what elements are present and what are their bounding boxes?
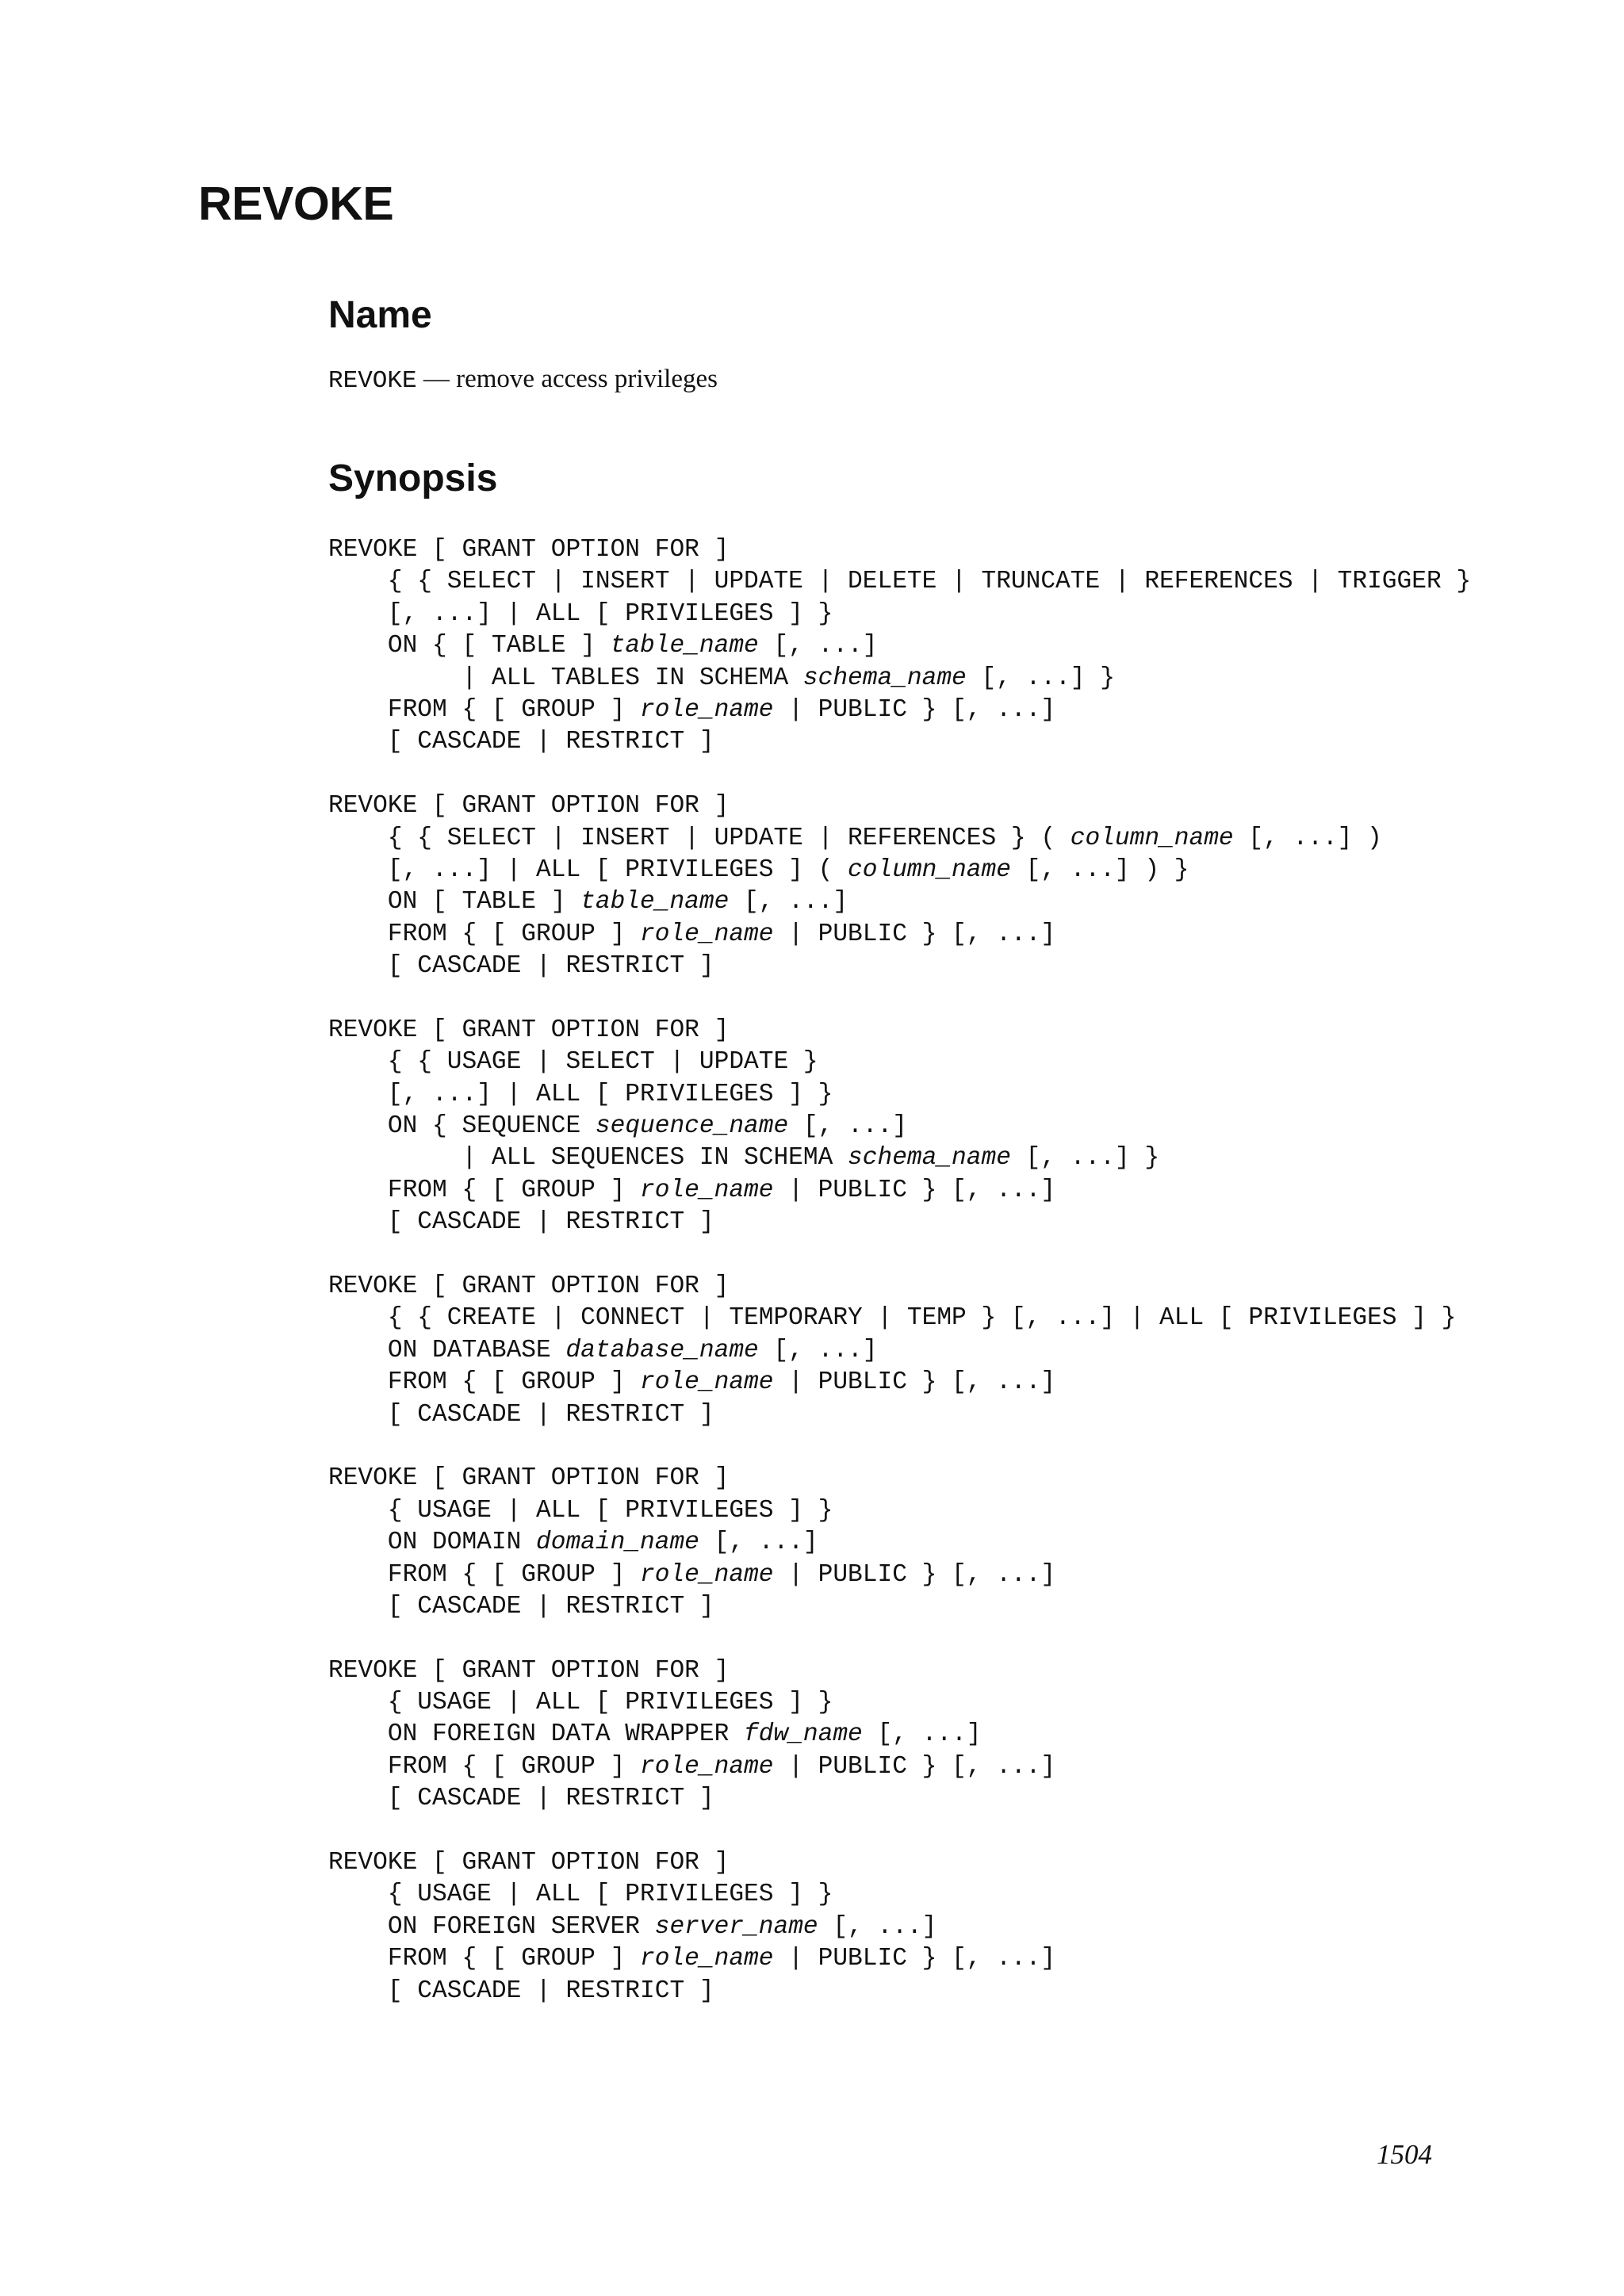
code-parameter: domain_name bbox=[536, 1529, 699, 1557]
code-text: [, ...] bbox=[758, 632, 878, 660]
code-parameter: server_name bbox=[654, 1912, 818, 1941]
code-parameter: table_name bbox=[580, 888, 730, 916]
code-text: FROM { [ GROUP ] bbox=[328, 1560, 641, 1589]
code-text: [, ...] } bbox=[1010, 1144, 1160, 1173]
code-text: ON DATABASE bbox=[328, 1336, 566, 1364]
code-text: | PUBLIC } [, ...] bbox=[773, 1560, 1056, 1589]
code-line bbox=[328, 1463, 1597, 1494]
code-text: [, ...] bbox=[699, 1529, 818, 1557]
code-text: REVOKE [ GRANT OPTION FOR ] bbox=[328, 1464, 730, 1493]
code-line bbox=[328, 1687, 1597, 1719]
code-text: | PUBLIC } [, ...] bbox=[773, 920, 1056, 948]
code-line bbox=[328, 1495, 1597, 1527]
code-parameter: schema_name bbox=[848, 1144, 1011, 1173]
code-line bbox=[328, 1335, 1597, 1367]
code-line bbox=[328, 1111, 1597, 1142]
code-text: REVOKE [ GRANT OPTION FOR ] bbox=[328, 792, 730, 821]
code-text: [ CASCADE | RESTRICT ] bbox=[328, 1785, 714, 1813]
code-text: ON { [ TABLE ] bbox=[328, 632, 611, 660]
code-line bbox=[328, 1847, 1597, 1879]
code-parameter: role_name bbox=[640, 695, 774, 724]
code-line bbox=[328, 566, 1597, 598]
code-text: REVOKE [ GRANT OPTION FOR ] bbox=[328, 1849, 730, 1877]
code-line bbox=[328, 1399, 1597, 1431]
code-line bbox=[328, 1207, 1597, 1238]
code-line bbox=[328, 1879, 1597, 1911]
code-line bbox=[328, 855, 1597, 886]
code-parameter: schema_name bbox=[802, 664, 967, 692]
code-text: [ CASCADE | RESTRICT ] bbox=[328, 952, 714, 981]
code-text: | PUBLIC } [, ...] bbox=[773, 1752, 1056, 1781]
code-text: [, ...] } bbox=[966, 664, 1115, 692]
code-line bbox=[328, 1367, 1597, 1399]
synopsis-block bbox=[328, 1271, 1597, 1431]
code-line bbox=[328, 790, 1597, 822]
code-text: [, ...] bbox=[758, 1336, 878, 1364]
code-text: FROM { [ GROUP ] bbox=[328, 1945, 641, 1973]
code-text: ON FOREIGN SERVER bbox=[328, 1912, 655, 1941]
code-text: | PUBLIC } [, ...] bbox=[773, 1945, 1056, 1973]
code-line bbox=[328, 1142, 1597, 1174]
code-text: REVOKE [ GRANT OPTION FOR ] bbox=[328, 1656, 730, 1685]
code-line bbox=[328, 1079, 1597, 1111]
code-text: [, ...] bbox=[818, 1912, 937, 1941]
code-parameter: role_name bbox=[640, 1752, 774, 1781]
code-line bbox=[328, 1015, 1597, 1047]
code-line bbox=[328, 663, 1597, 695]
code-line bbox=[328, 599, 1597, 630]
code-parameter: role_name bbox=[640, 920, 774, 948]
code-line bbox=[328, 630, 1597, 662]
code-line bbox=[328, 1976, 1597, 2007]
code-text: { { SELECT | INSERT | UPDATE | REFERENCES } ( bbox=[328, 824, 1071, 852]
code-text: [, ...] | ALL [ PRIVILEGES ] } bbox=[328, 599, 833, 628]
code-text: ON DOMAIN bbox=[328, 1529, 537, 1557]
code-text: { USAGE | ALL [ PRIVILEGES ] } bbox=[328, 1881, 833, 1909]
synopsis-block bbox=[328, 1015, 1597, 1239]
page-title: REVOKE bbox=[198, 178, 394, 230]
code-text: FROM { [ GROUP ] bbox=[328, 1176, 641, 1204]
code-text: { USAGE | ALL [ PRIVILEGES ] } bbox=[328, 1496, 833, 1525]
name-section-heading: Name bbox=[328, 294, 432, 336]
code-parameter: column_name bbox=[848, 855, 1011, 884]
code-line bbox=[328, 695, 1597, 726]
code-parameter: fdw_name bbox=[744, 1720, 863, 1749]
code-text: [, ...] ) } bbox=[1010, 855, 1189, 884]
code-text: REVOKE [ GRANT OPTION FOR ] bbox=[328, 1016, 730, 1044]
code-text: FROM { [ GROUP ] bbox=[328, 920, 641, 948]
code-line bbox=[328, 726, 1597, 758]
code-line bbox=[328, 1175, 1597, 1207]
code-text: REVOKE [ GRANT OPTION FOR ] bbox=[328, 536, 730, 564]
code-text: [ CASCADE | RESTRICT ] bbox=[328, 728, 714, 756]
code-text: [, ...] bbox=[862, 1720, 982, 1749]
command-name: REVOKE bbox=[328, 367, 417, 395]
code-text: [, ...] bbox=[788, 1112, 907, 1141]
code-text: | PUBLIC } [, ...] bbox=[773, 1368, 1056, 1397]
code-text: { USAGE | ALL [ PRIVILEGES ] } bbox=[328, 1689, 833, 1717]
synopsis-block bbox=[328, 1463, 1597, 1623]
code-text: { { SELECT | INSERT | UPDATE | DELETE | TRUNCATE | REFERENCES | TRIGGER } bbox=[328, 568, 1472, 596]
code-line bbox=[328, 1047, 1597, 1078]
code-text: | PUBLIC } [, ...] bbox=[773, 1176, 1056, 1204]
code-line bbox=[328, 919, 1597, 951]
code-text: { { USAGE | SELECT | UPDATE } bbox=[328, 1048, 818, 1077]
code-text: FROM { [ GROUP ] bbox=[328, 695, 641, 724]
code-line bbox=[328, 1303, 1597, 1334]
code-line bbox=[328, 951, 1597, 982]
code-text: [, ...] | ALL [ PRIVILEGES ] } bbox=[328, 1080, 833, 1108]
code-line bbox=[328, 1655, 1597, 1687]
code-text: [ CASCADE | RESTRICT ] bbox=[328, 1976, 714, 2005]
code-line bbox=[328, 1527, 1597, 1559]
code-line bbox=[328, 1591, 1597, 1623]
code-text: [, ...] | ALL [ PRIVILEGES ] ( bbox=[328, 855, 848, 884]
code-line bbox=[328, 886, 1597, 918]
code-text: ON { SEQUENCE bbox=[328, 1112, 596, 1141]
code-text: REVOKE [ GRANT OPTION FOR ] bbox=[328, 1272, 730, 1300]
code-text: [, ...] ) bbox=[1233, 824, 1382, 852]
code-parameter: role_name bbox=[640, 1945, 774, 1973]
code-parameter: column_name bbox=[1070, 824, 1234, 852]
code-text: [, ...] bbox=[729, 888, 848, 916]
code-parameter: database_name bbox=[565, 1336, 759, 1364]
synopsis-section-heading: Synopsis bbox=[328, 457, 498, 499]
code-text: | ALL TABLES IN SCHEMA bbox=[328, 664, 803, 692]
synopsis-code bbox=[328, 534, 1597, 2039]
synopsis-block bbox=[328, 790, 1597, 982]
code-line bbox=[328, 1559, 1597, 1591]
code-parameter: role_name bbox=[640, 1176, 774, 1204]
code-text: FROM { [ GROUP ] bbox=[328, 1368, 641, 1397]
code-line bbox=[328, 1911, 1597, 1943]
code-text: [ CASCADE | RESTRICT ] bbox=[328, 1592, 714, 1621]
name-description bbox=[328, 363, 718, 397]
code-parameter: role_name bbox=[640, 1368, 774, 1397]
code-text: ON [ TABLE ] bbox=[328, 888, 581, 916]
code-line bbox=[328, 1271, 1597, 1303]
code-text: { { CREATE | CONNECT | TEMPORARY | TEMP } [, ...] | ALL [ PRIVILEGES ] } bbox=[328, 1304, 1457, 1333]
code-text: ON FOREIGN DATA WRAPPER bbox=[328, 1720, 745, 1749]
code-parameter: table_name bbox=[610, 632, 759, 660]
code-parameter: role_name bbox=[640, 1560, 774, 1589]
code-line bbox=[328, 1719, 1597, 1751]
code-line bbox=[328, 534, 1597, 566]
code-text: FROM { [ GROUP ] bbox=[328, 1752, 641, 1781]
code-text: | ALL SEQUENCES IN SCHEMA bbox=[328, 1144, 848, 1173]
code-line bbox=[328, 1943, 1597, 1975]
code-text: [ CASCADE | RESTRICT ] bbox=[328, 1208, 714, 1237]
code-text: | PUBLIC } [, ...] bbox=[773, 695, 1056, 724]
page-number: 1504 bbox=[1377, 2139, 1432, 2170]
command-summary: — remove access privileges bbox=[416, 365, 718, 393]
code-line bbox=[328, 1751, 1597, 1783]
code-parameter: sequence_name bbox=[595, 1112, 789, 1141]
code-line bbox=[328, 1783, 1597, 1815]
code-line bbox=[328, 823, 1597, 855]
code-text: [ CASCADE | RESTRICT ] bbox=[328, 1400, 714, 1429]
synopsis-block bbox=[328, 1655, 1597, 1816]
synopsis-block bbox=[328, 534, 1597, 759]
synopsis-block bbox=[328, 1847, 1597, 2007]
